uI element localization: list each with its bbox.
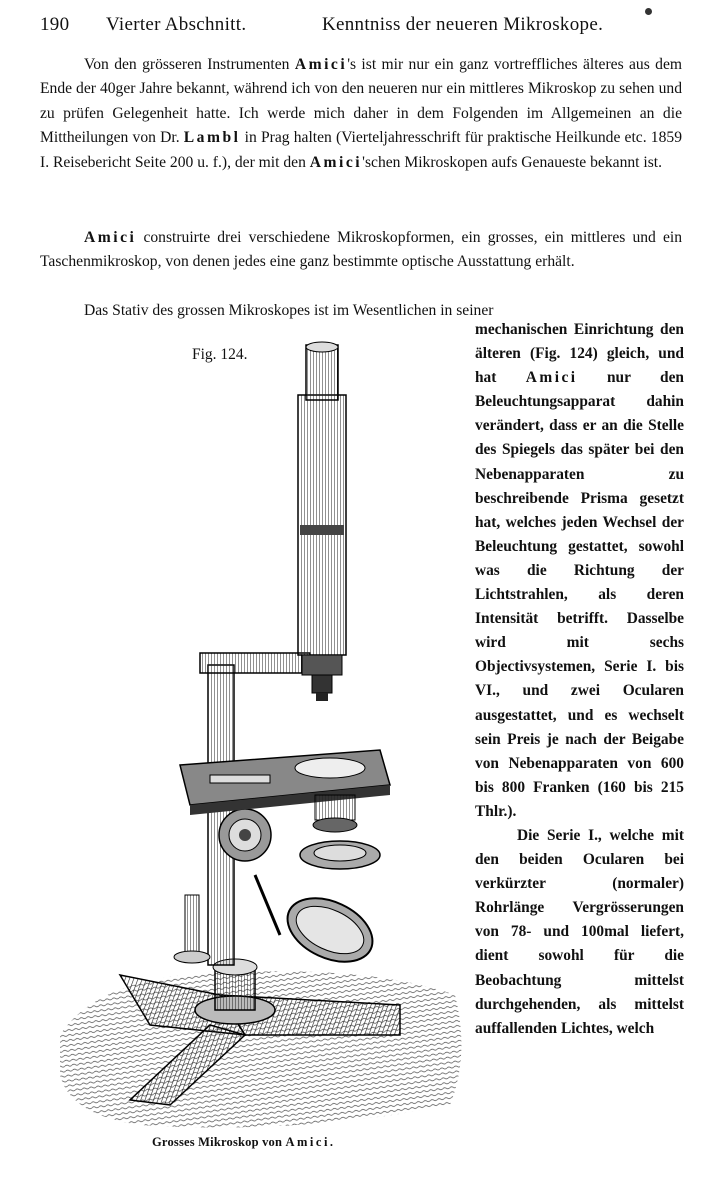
person-name: Amici	[525, 369, 578, 387]
column-paragraph: mechanischen Einrichtung den älteren (Fig. 124) gleich, und hat Amici nur den Beleuchtungsapparat dahin verändert, dass er an die Stelle des Spiegels das später bei den Nebenapparaten zu beschreibende Prisma gesetzt hat, welches jeden Wechsel der Beleuchtung gestattet, sowohl was die Richtung der Lichtstrahlen, als deren Intensität betrifft. Dasselbe wird mit sechs Objectivsystemen, Serie I. bis VI., und zwei Ocularen ausgestattet, und es wechselt sein Preis je nach der Beigabe von Nebenapparaten von 600 bis 800 Franken (160 bis 215 Thlr.).	[475, 321, 684, 820]
section-title: Vierter Abschnitt.	[106, 14, 247, 35]
figure-label: Fig. 124.	[192, 346, 248, 363]
paragraph-3-start: Das Stativ des grossen Mikroskopes ist im Wesentlichen in seiner	[84, 302, 494, 319]
column-paragraph-2: Die Serie I., welche mit den beiden Ocularen bei verkürzter (normaler) Rohrlänge Vergrösserungen von 78- und 100mal liefert, dient sowohl für die Beobachtung mittelst durchgehenden, als mittelst auffallenden Lichtes, welch	[475, 826, 684, 1037]
person-name: Amici	[84, 229, 137, 246]
ink-speck	[645, 8, 652, 15]
running-header	[40, 14, 680, 40]
running-title: Kenntniss der neueren Mikroskope.	[322, 14, 604, 35]
person-name: Amici	[285, 1135, 330, 1149]
microscope-engraving-icon	[40, 335, 470, 1130]
paragraph-1: Von den grösseren Instrumenten Amici's ist mir nur ein ganz vortreffliches älteres aus dem Ende der 40ger Jahre bekannt, während ich von den neueren nur ein mittleres Mikroskop zu sehen und zu prüfen Gelegenheit hatte. Ich werde mich daher in dem Folgenden im Allgemeinen an die Mittheilungen von Dr. Lambl in Prag halten (Vierteljahresschrift für praktische Heilkunde etc. 1859 I. Reisebericht Seite 200 u. f.), der mit den Amici'schen Mikroskopen aufs Genaueste bekannt ist.	[40, 56, 682, 171]
figure-caption: Grosses Mikroskop von Amici.	[152, 1135, 334, 1149]
page-number: 190	[40, 14, 70, 35]
person-name: Amici	[309, 153, 363, 171]
person-name: Lambl	[183, 129, 241, 147]
person-name: Amici	[294, 56, 348, 73]
text-column	[475, 318, 684, 1148]
paragraph-2: Amici construirte drei verschiedene Mikroskopformen, ein grosses, ein mittleres und ein Taschenmikroskop, von denen jedes eine ganz bestimmte optische Ausstattung erhält.	[40, 229, 682, 271]
